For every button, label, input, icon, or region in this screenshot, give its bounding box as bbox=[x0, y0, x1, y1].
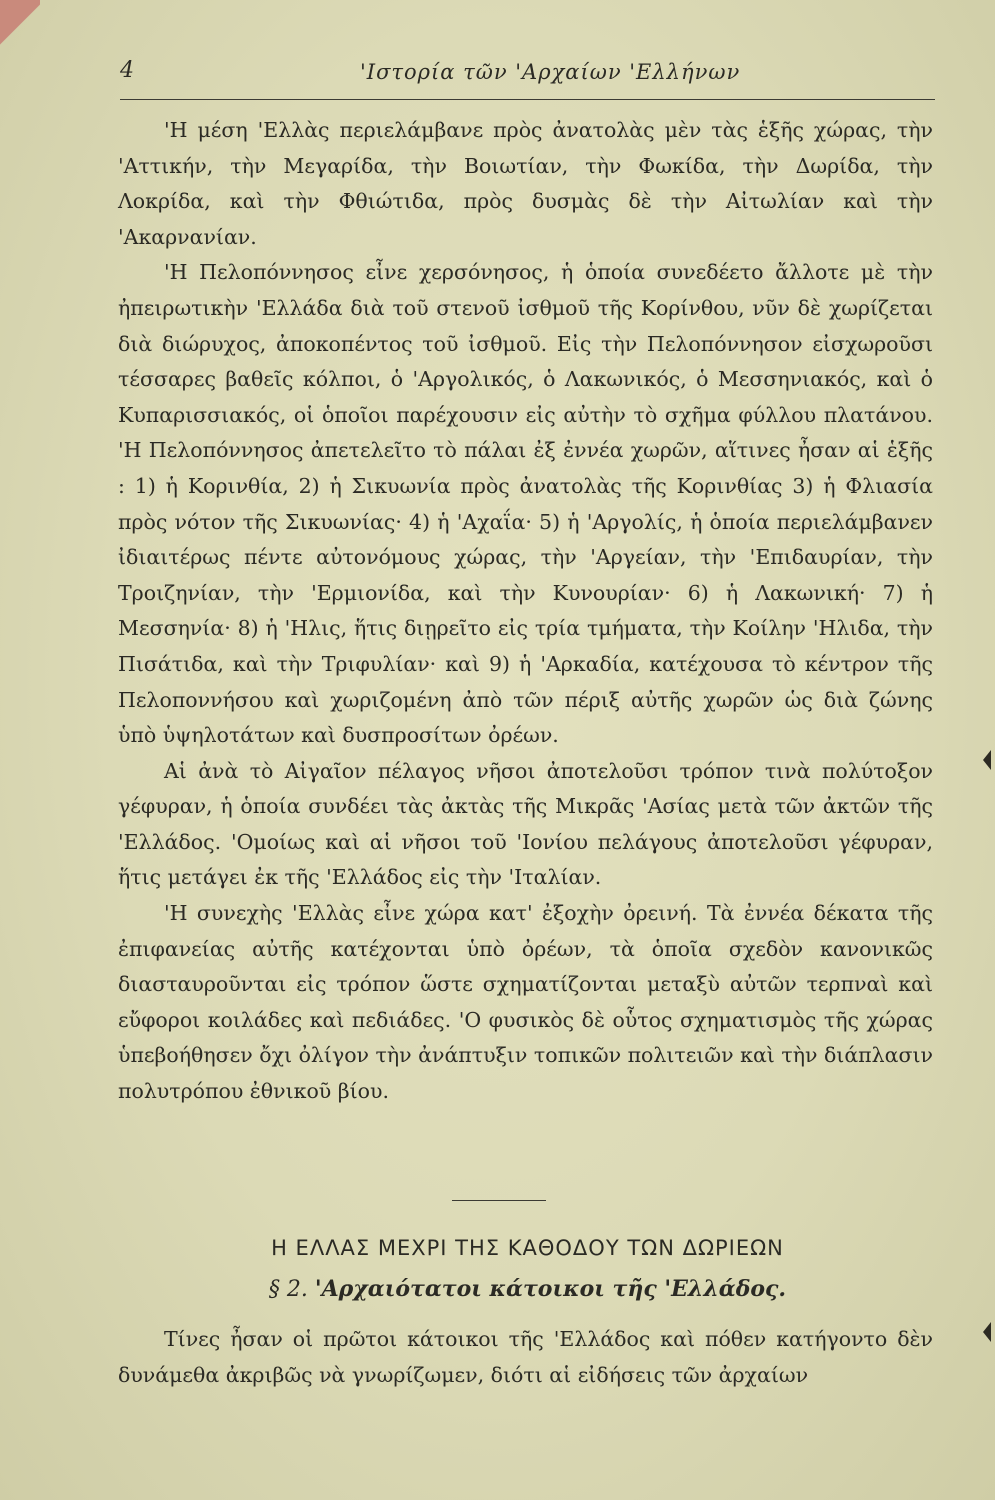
paragraph-peloponnese: 'Η Πελοπόννησος εἶνε χερσόνησος, ἡ ὁποία συνεδέετο ἄλλοτε μὲ τὴν ἠπειρωτικὴν 'Ελλάδα διὰ τοῦ στενοῦ ἰσθμοῦ τῆς Κορίνθου, νῦν δὲ χωρίζεται διὰ διώρυχος, ἀποκοπέντος τοῦ ἰσθμοῦ. Εἰς τὴν Πελοπόννησον εἰσχωροῦσι τέσσαρες βαθεῖς κόλποι, ὁ 'Αργολικός, ὁ Λακωνικός, ὁ Μεσσηνιακός, καὶ ὁ Κυπαρισσιακός, οἱ ὁποῖοι παρέχουσιν εἰς αὐτὴν τὸ σχῆμα φύλλου πλατάνου. 'Η Πελοπόννησος ἀπετελεῖτο τὸ πάλαι ἐξ ἐννέα χωρῶν, αἵτινες ἦσαν αἱ ἑξῆς : 1) ἡ Κορινθία, 2) ἡ Σικυωνία πρὸς ἀνατολὰς τῆς Κορινθίας 3) ἡ Φλιασία πρὸς νότον τῆς Σικυωνίας· 4) ἡ 'Αχαΐα· 5) ἡ 'Αργολίς, ἡ ὁποία περιελάμβανεν ἰδιαιτέρως πέντε αὐτονόμους χώρας, τὴν 'Αργείαν, τὴν 'Επιδαυρίαν, τὴν Τροιζηνίαν, τὴν 'Ερμιονίδα, καὶ τὴν Κυνουρίαν· 6) ἡ Λακωνική· 7) ἡ Μεσσηνία· 8) ἡ 'Ηλις, ἥτις διῃρεῖτο εἰς τρία τμήματα, τὴν Κοίλην 'Ηλιδα, τὴν Πισάτιδα, καὶ τὴν Τριφυλίαν· καὶ 9) ἡ 'Αρκαδία, κατέχουσα τὸ κέντρον τῆς Πελοποννήσου καὶ χωριζομένη ἀπὸ τῶν πέριξ αὐτῆς χωρῶν ὡς διὰ ζώνης ὑπὸ ὑψηλοτάτων καὶ δυσπροσίτων ὀρέων. bbox=[118, 260, 933, 748]
body-text bbox=[118, 113, 933, 1110]
header-rule bbox=[120, 99, 935, 100]
subsection-title: 'Αρχαιότατοι κάτοικοι τῆς 'Ελλάδος. bbox=[314, 1276, 787, 1302]
page-edge-mark bbox=[983, 1322, 991, 1342]
paragraph-first-inhabitants: Τίνες ἦσαν οἱ πρῶτοι κάτοικοι τῆς 'Ελλάδος καὶ πόθεν κατήγοντο δὲν δυνάμεθα ἀκριβῶς νὰ γνωρίζωμεν, διότι αἱ εἰδήσεις τῶν ἀρχαίων bbox=[118, 1327, 933, 1387]
page-corner-stain bbox=[0, 0, 40, 70]
section-divider bbox=[452, 1200, 546, 1201]
subsection-heading bbox=[120, 1276, 935, 1302]
paragraph-islands: Αἱ ἀνὰ τὸ Αἰγαῖον πέλαγος νῆσοι ἀποτελοῦσι τρόπον τινὰ πολύτοξον γέφυραν, ἡ ὁποία συνδέει τὰς ἀκτὰς τῆς Μικρᾶς 'Ασίας μετὰ τῶν ἀκτῶν τῆς 'Ελλάδος. 'Ομοίως καὶ αἱ νῆσοι τοῦ 'Ιονίου πελάγους ἀποτελοῦσι γέφυραν, ἥτις μετάγει ἐκ τῆς 'Ελλάδος εἰς τὴν 'Ιταλίαν. bbox=[118, 758, 933, 890]
tail-text bbox=[118, 1322, 933, 1393]
paragraph-mountains: 'Η συνεχὴς 'Ελλὰς εἶνε χώρα κατ' ἐξοχὴν ὀρεινή. Τὰ ἐννέα δέκατα τῆς ἐπιφανείας αὐτῆς κατέχονται ὑπὸ ὀρέων, τὰ ὁποῖα σχεδὸν κανονικῶς διασταυροῦνται εἰς τρόπον ὥστε σχηματίζονται μεταξὺ αὐτῶν τερπναὶ καὶ εὔφοροι κοιλάδες καὶ πεδιάδες. 'Ο φυσικὸς δὲ οὗτος σχηματισμὸς τῆς χώρας ὑπεβοήθησεν ὄχι ὀλίγον τὴν ἀνάπτυξιν τοπικῶν πολιτειῶν καὶ τὴν διάπλασιν πολυτρόπου ἐθνικοῦ βίου. bbox=[118, 901, 933, 1104]
page-header bbox=[120, 58, 935, 98]
page-number: 4 bbox=[120, 58, 134, 83]
running-title: 'Ιστορία τῶν 'Αρχαίων 'Ελλήνων bbox=[360, 60, 741, 84]
page-edge-mark bbox=[983, 750, 991, 770]
paragraph-central-greece: 'Η μέση 'Ελλὰς περιελάμβανε πρὸς ἀνατολὰς μὲν τὰς ἑξῆς χώρας, τὴν 'Αττικήν, τὴν Μεγαρίδα, τὴν Βοιωτίαν, τὴν Φωκίδα, τὴν Δωρίδα, τὴν Λοκρίδα, καὶ τὴν Φθιώτιδα, πρὸς δυσμὰς δὲ τὴν Αἰτωλίαν καὶ τὴν 'Ακαρνανίαν. bbox=[118, 118, 933, 249]
subsection-number: § 2. bbox=[268, 1277, 308, 1302]
section-heading: Η ΕΛΛΑΣ ΜΕΧΡΙ ΤΗΣ ΚΑΘΟΔΟΥ ΤΩΝ ΔΩΡΙΕΩΝ bbox=[271, 1236, 784, 1260]
